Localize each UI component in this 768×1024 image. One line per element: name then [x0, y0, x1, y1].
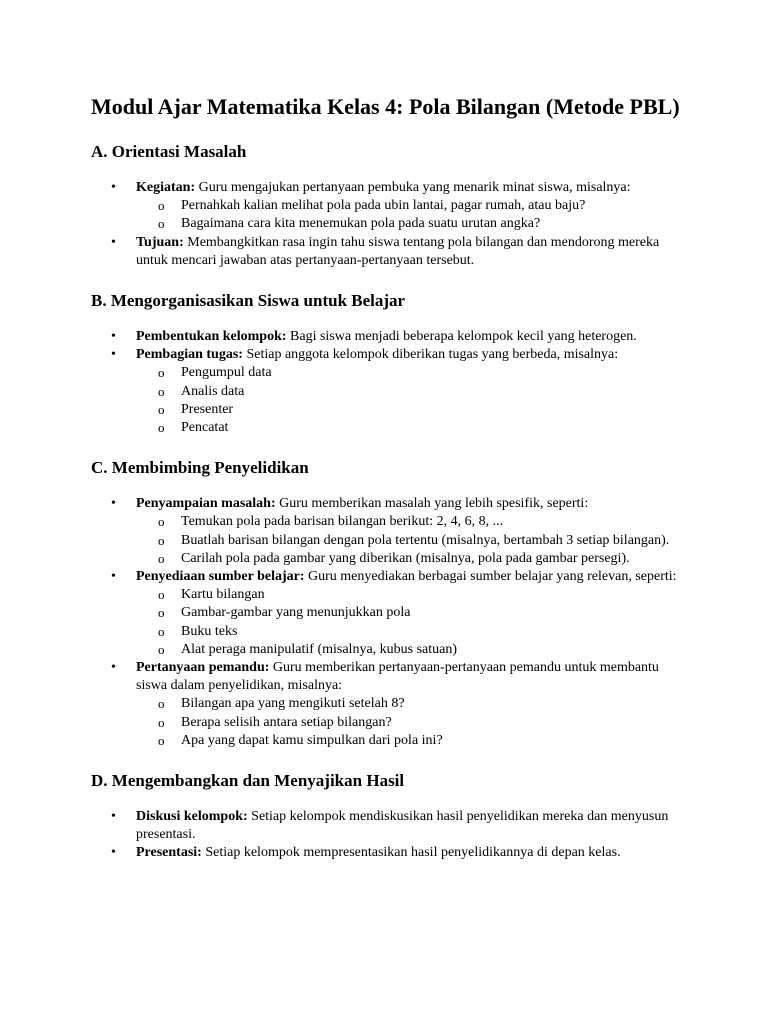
- item-label: Penyampaian masalah:: [136, 496, 276, 512]
- list-item: [91, 808, 691, 844]
- item-text: Setiap kelompok mempresentasikan hasil penyelidikannya di depan kelas.: [201, 845, 621, 861]
- item-label: Kegiatan:: [136, 180, 196, 195]
- bullet-icon: •: [111, 180, 116, 195]
- item-label: Diskusi kelompok:: [136, 809, 248, 825]
- circle-bullet-icon: o: [158, 198, 165, 214]
- sub-list-item: [136, 197, 691, 215]
- item-text: Guru menyediakan berbagai sumber belajar yang relevan, seperti:: [304, 569, 677, 585]
- sub-list: [136, 197, 691, 233]
- section-heading: A. Orientasi Masalah: [91, 142, 247, 161]
- bullet-list: [91, 179, 691, 270]
- bullet-list: [91, 495, 691, 750]
- circle-bullet-icon: o: [158, 605, 165, 621]
- bullet-icon: •: [111, 234, 116, 250]
- sub-item-text: Gambar-gambar yang menunjukkan pola: [181, 605, 411, 621]
- sub-item-text: Kartu bilangan: [181, 587, 265, 603]
- circle-bullet-icon: o: [158, 587, 165, 603]
- sub-list-item: [136, 695, 691, 713]
- sub-item-text: Alat peraga manipulatif (misalnya, kubus satuan): [181, 641, 458, 657]
- section-heading: B. Mengorganisasikan Siswa untuk Belajar: [91, 291, 406, 311]
- sub-item-text: Berapa selisih antara setiap bilangan?: [181, 714, 392, 730]
- sub-list-item: [136, 383, 691, 401]
- circle-bullet-icon: o: [158, 514, 165, 530]
- sub-item-text: Pengumpul data: [181, 365, 272, 381]
- bullet-icon: •: [111, 496, 116, 512]
- bullet-icon: •: [111, 569, 116, 585]
- circle-bullet-icon: o: [158, 365, 165, 381]
- list-item: [91, 659, 691, 750]
- sub-item-text: Buku teks: [181, 623, 238, 639]
- sub-list-item: [136, 623, 691, 641]
- document-page: [91, 93, 691, 883]
- item-text: Guru memberikan pertanyaan-pertanyaan pemandu untuk membantu siswa dalam penyelidikan, misalnya:: [136, 660, 659, 694]
- bullet-list: [91, 808, 691, 863]
- item-text: Membangkitkan rasa ingin tahu siswa tentang pola bilangan dan mendorong mereka untuk mencari jawaban atas pertanyaan-pertanyaan tersebut.: [136, 234, 660, 268]
- sub-list-item: [136, 364, 691, 382]
- sub-list-item: [136, 215, 691, 233]
- item-label: Penyediaan sumber belajar:: [136, 569, 305, 585]
- sub-list-item: [136, 641, 691, 659]
- sub-list: [136, 586, 691, 659]
- sub-list: [136, 513, 691, 568]
- section-heading: D. Mengembangkan dan Menyajikan Hasil: [91, 771, 405, 791]
- bullet-icon: •: [111, 347, 116, 363]
- list-item: [91, 495, 691, 568]
- sub-list-item: [136, 532, 691, 550]
- sub-list-item: [136, 550, 691, 568]
- item-label: Presentasi:: [136, 845, 202, 861]
- sub-list-item: [136, 513, 691, 531]
- section-heading: C. Membimbing Penyelidikan: [91, 458, 309, 478]
- item-label: Pertanyaan pemandu:: [136, 660, 270, 676]
- sub-list: [136, 364, 691, 437]
- document-body: [91, 141, 691, 863]
- list-item: [91, 844, 691, 862]
- list-item: [91, 234, 691, 270]
- sub-list-item: [136, 604, 691, 622]
- sub-item-text: Bagaimana cara kita menemukan pola pada suatu urutan angka?: [181, 216, 541, 232]
- sub-item-text: Analis data: [181, 383, 245, 399]
- item-text: Guru memberikan masalah yang lebih spesifik, seperti:: [275, 496, 589, 512]
- sub-item-text: Carilah pola pada gambar yang diberikan (misalnya, pola pada gambar persegi).: [181, 550, 630, 566]
- bullet-icon: •: [111, 660, 116, 676]
- sub-item-text: Buatlah barisan bilangan dengan pola tertentu (misalnya, bertambah 3 setiap bilangan).: [181, 532, 670, 548]
- sub-item-text: Presenter: [181, 401, 234, 417]
- item-label: Pembentukan kelompok:: [136, 329, 287, 345]
- list-item: [91, 328, 691, 346]
- circle-bullet-icon: o: [158, 696, 165, 712]
- circle-bullet-icon: o: [158, 383, 165, 399]
- item-text: Setiap kelompok mendiskusikan hasil penyelidikan mereka dan menyusun presentasi.: [136, 809, 669, 843]
- circle-bullet-icon: o: [158, 714, 165, 730]
- bullet-icon: •: [111, 845, 116, 861]
- bullet-list: [91, 328, 691, 437]
- circle-bullet-icon: o: [158, 732, 165, 748]
- circle-bullet-icon: o: [158, 420, 165, 436]
- sub-item-text: Pencatat: [181, 420, 229, 436]
- sub-list-item: [136, 419, 691, 437]
- sub-list-item: [136, 714, 691, 732]
- item-label: Tujuan:: [136, 234, 184, 250]
- bullet-icon: •: [111, 329, 116, 345]
- document-title: Modul Ajar Matematika Kelas 4: Pola Bilangan (Metode PBL): [91, 94, 680, 119]
- circle-bullet-icon: o: [158, 550, 165, 566]
- item-text: Guru mengajukan pertanyaan pembuka yang menarik minat siswa, misalnya:: [195, 180, 631, 195]
- sub-item-text: Temukan pola pada barisan bilangan berikut: 2, 4, 6, 8, ...: [181, 514, 504, 530]
- sub-list-item: [136, 401, 691, 419]
- list-item: [91, 346, 691, 437]
- circle-bullet-icon: o: [158, 532, 165, 548]
- sub-list-item: [136, 732, 691, 750]
- list-item: [91, 179, 691, 234]
- bullet-icon: •: [111, 809, 116, 825]
- sub-list-item: [136, 586, 691, 604]
- item-text: Bagi siswa menjadi beberapa kelompok kecil yang heterogen.: [286, 329, 637, 345]
- circle-bullet-icon: o: [158, 641, 165, 657]
- item-text: Setiap anggota kelompok diberikan tugas yang berbeda, misalnya:: [242, 347, 619, 363]
- circle-bullet-icon: o: [158, 401, 165, 417]
- circle-bullet-icon: o: [158, 623, 165, 639]
- sub-item-text: Apa yang dapat kamu simpulkan dari pola ini?: [181, 732, 443, 748]
- circle-bullet-icon: o: [158, 216, 165, 232]
- item-label: Pembagian tugas:: [136, 347, 243, 363]
- sub-item-text: Pernahkah kalian melihat pola pada ubin lantai, pagar rumah, atau baju?: [181, 198, 586, 214]
- sub-item-text: Bilangan apa yang mengikuti setelah 8?: [181, 696, 405, 712]
- list-item: [91, 568, 691, 659]
- sub-list: [136, 695, 691, 750]
